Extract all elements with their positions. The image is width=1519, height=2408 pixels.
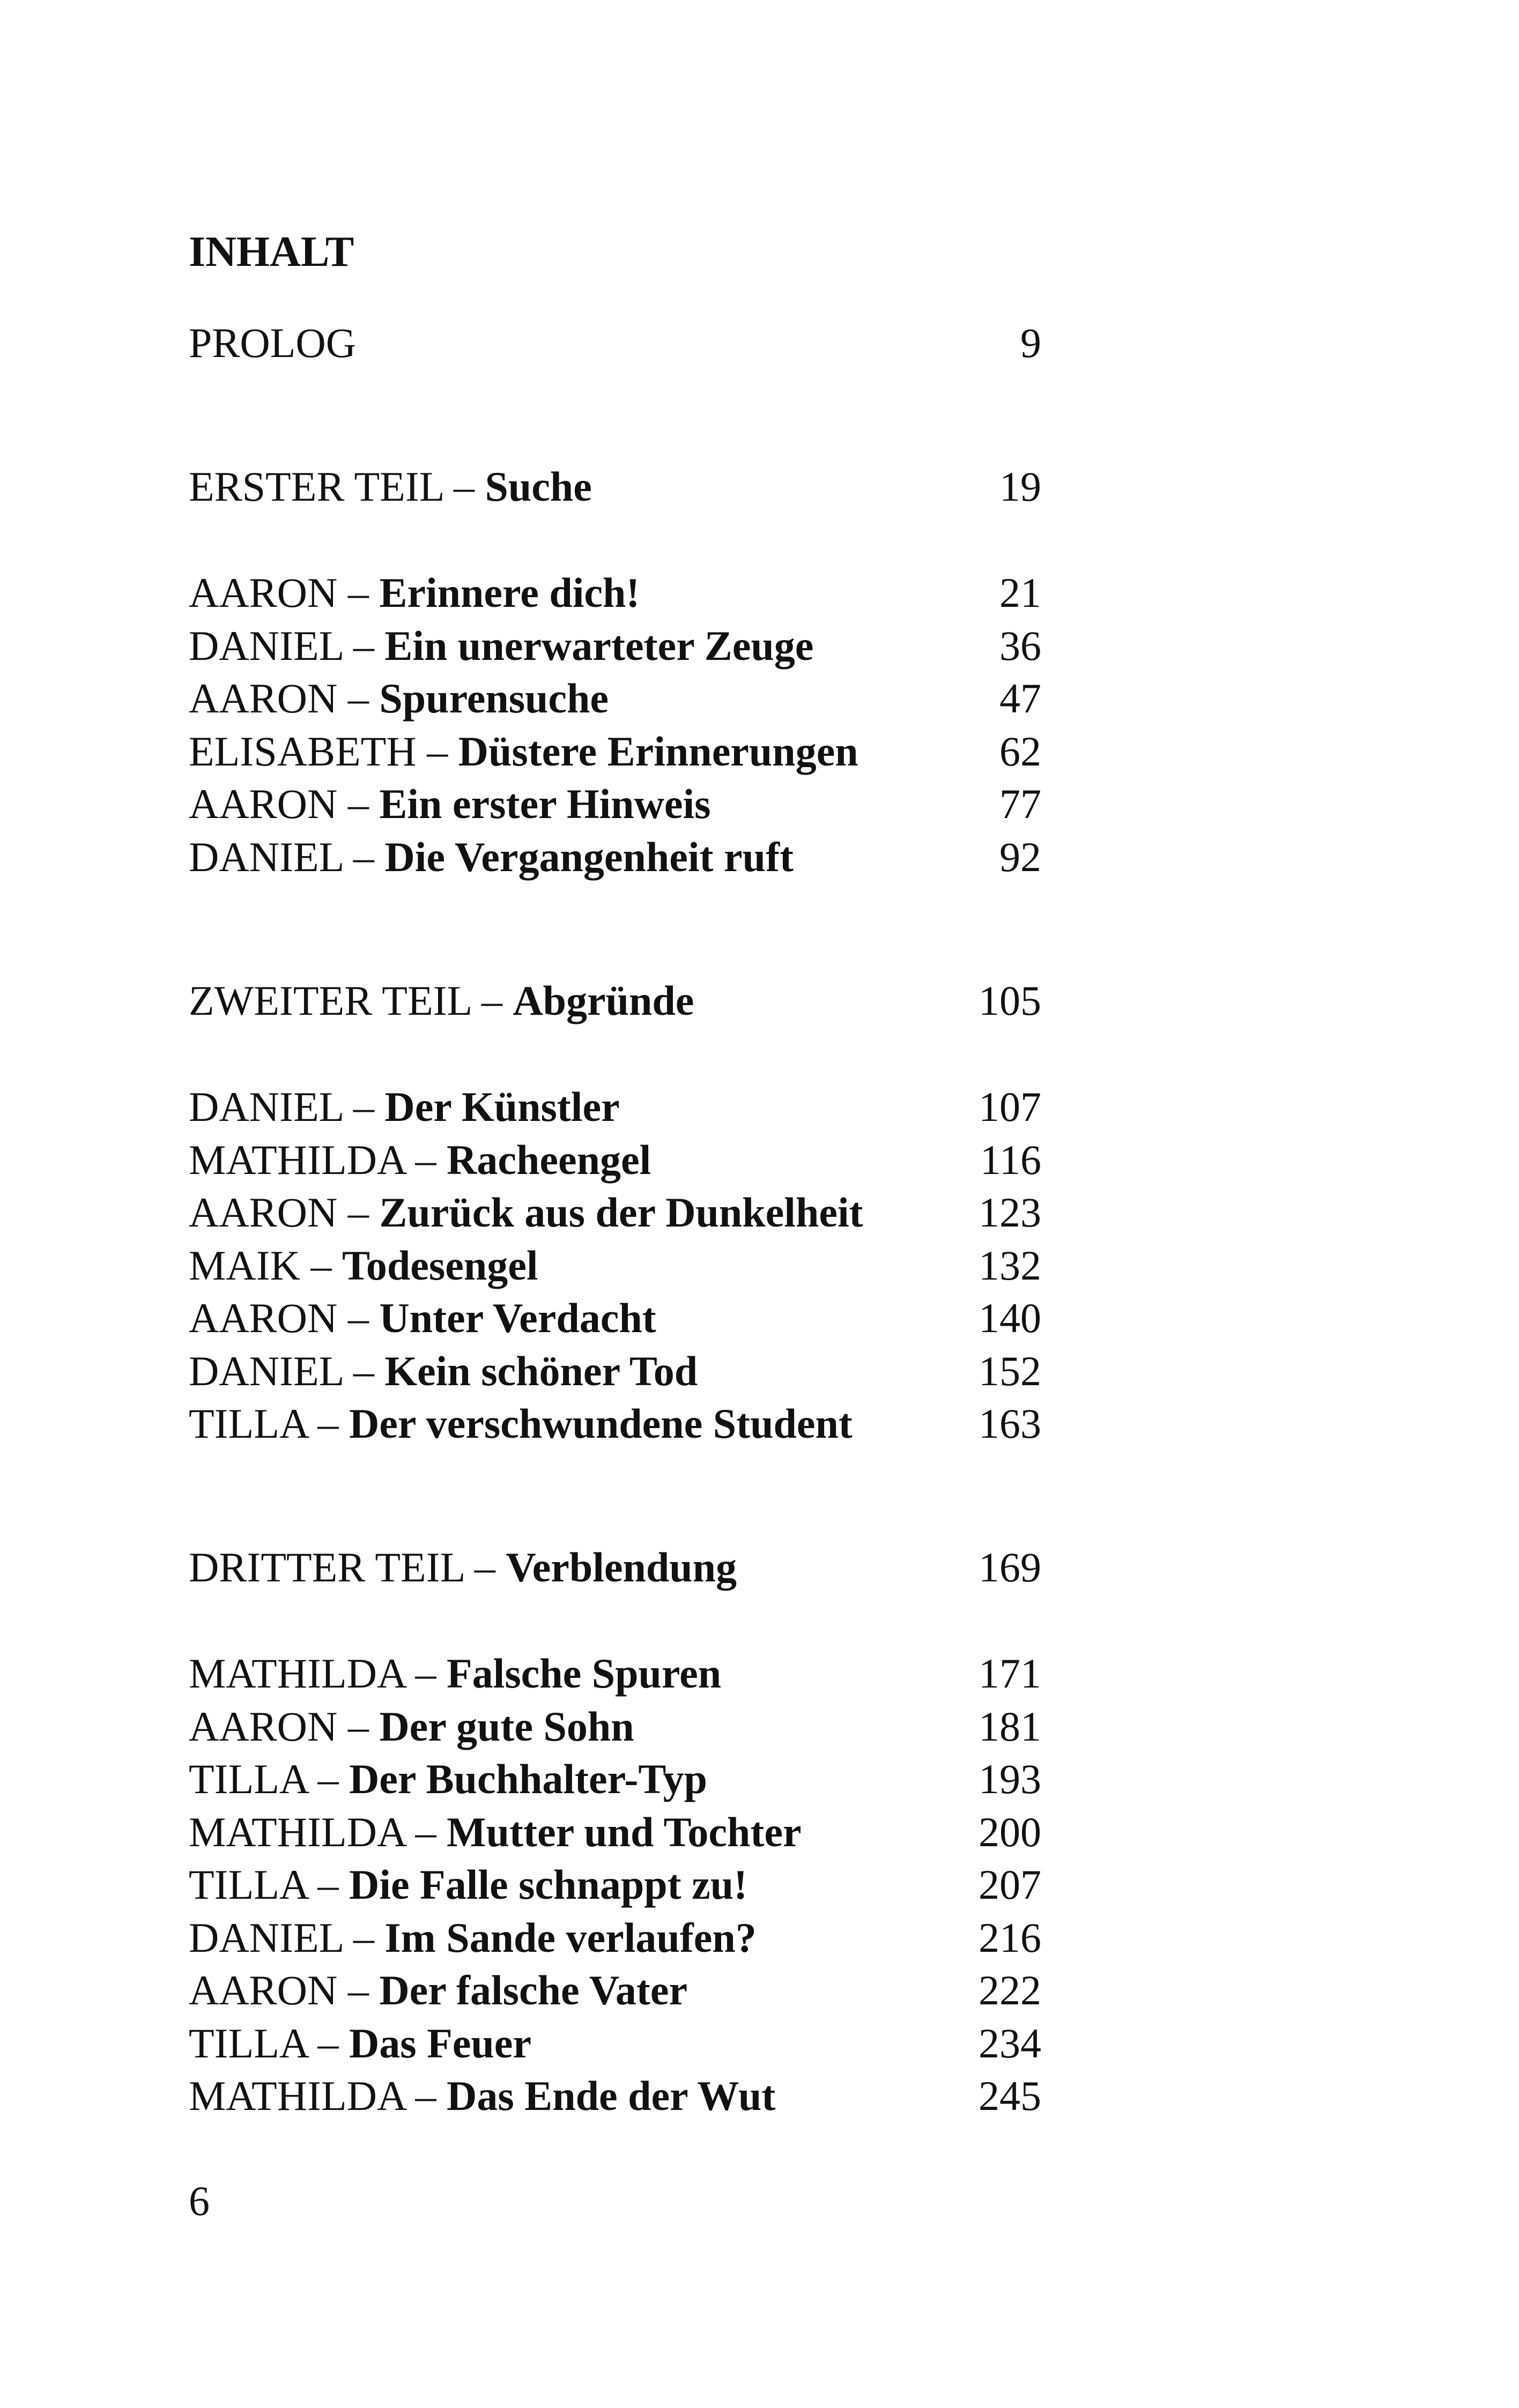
toc-entry-separator: – — [337, 569, 380, 616]
toc-entry-page: 140 — [979, 1295, 1041, 1341]
toc-entry-separator: – — [343, 1348, 385, 1394]
toc-entry-page: 107 — [979, 1083, 1041, 1130]
toc-entry-page: 132 — [979, 1242, 1041, 1289]
toc-entry-title: Der verschwundene Student — [349, 1400, 853, 1447]
toc-entry — [189, 1187, 1041, 1238]
toc-entry-label — [189, 2018, 531, 2069]
toc-entry-title: Düstere Erinnerungen — [458, 728, 858, 775]
toc-entry-name: MAIK — [189, 1242, 300, 1289]
toc-entry-title: Kein schöner Tod — [384, 1348, 698, 1394]
toc-entry-page: 47 — [999, 675, 1041, 722]
toc-entry-label — [189, 726, 858, 777]
toc-entry-name: TILLA — [189, 1861, 307, 1908]
toc-entry-name: DANIEL — [189, 834, 343, 880]
toc-entry-title: Mutter und Tochter — [447, 1809, 802, 1855]
toc-entry-page: 77 — [999, 781, 1041, 827]
toc-entry-separator: – — [307, 1400, 349, 1447]
toc-entry — [189, 1912, 1041, 1964]
toc-entry — [189, 1753, 1041, 1805]
toc-entry-label — [189, 1081, 620, 1133]
toc-entry-name: ERSTER TEIL — [189, 463, 443, 510]
toc-entry-separator: – — [300, 1242, 342, 1289]
toc-entry — [189, 726, 1041, 777]
toc-entry-name: PROLOG — [189, 319, 357, 366]
toc-entry-name: MATHILDA — [189, 1809, 405, 1855]
toc-entry-title: Erinnere dich! — [379, 569, 640, 616]
toc-entry-separator: – — [337, 1189, 380, 1236]
toc-entry-name: TILLA — [189, 1756, 307, 1802]
toc-entry-label — [189, 1187, 863, 1238]
toc-entry-page: 169 — [979, 1544, 1041, 1591]
toc-entry-name: ELISABETH — [189, 728, 417, 775]
toc-entry-separator: – — [443, 463, 485, 510]
toc-entry-title: Abgründe — [513, 977, 694, 1024]
toc-entry-page: 207 — [979, 1861, 1041, 1908]
toc-entry — [189, 1081, 1041, 1133]
toc-entry — [189, 1859, 1041, 1911]
toc-entry-label — [189, 1753, 707, 1805]
toc-entry — [189, 1701, 1041, 1752]
toc-entry-separator: – — [405, 1650, 447, 1697]
toc-entry-page: 21 — [999, 569, 1041, 616]
toc-entry-page: 245 — [979, 2072, 1041, 2119]
toc-entry-title: Ein erster Hinweis — [379, 781, 711, 827]
toc-entry-separator: – — [337, 675, 380, 722]
toc-entry-label — [189, 567, 640, 619]
toc-entry — [189, 673, 1041, 724]
toc-entry-label — [189, 1240, 538, 1291]
toc-entry-page: 234 — [979, 2020, 1041, 2067]
toc-entry-label — [189, 1965, 687, 2016]
toc-entry-title: Ein unerwarteter Zeuge — [384, 622, 814, 669]
toc-entry-label — [189, 1292, 656, 1344]
toc-entry-name: MATHILDA — [189, 1650, 405, 1697]
toc-entry-label — [189, 831, 794, 883]
toc-entry-separator: – — [464, 1544, 506, 1591]
toc-entry-title: Der Buchhalter-Typ — [349, 1756, 707, 1802]
toc-entry-separator: – — [337, 1703, 380, 1750]
toc-entry-label — [189, 975, 694, 1027]
toc-entry-separator: – — [307, 1756, 349, 1802]
toc-entry-title: Das Ende der Wut — [447, 2072, 776, 2119]
toc-entry-name: ZWEITER TEIL — [189, 977, 471, 1024]
toc-entry-separator: – — [416, 728, 458, 775]
toc-entry-page: 105 — [979, 977, 1041, 1024]
toc-entry-title: Das Feuer — [349, 2020, 532, 2067]
toc-entry-separator: – — [471, 977, 513, 1024]
toc-entry-name: AARON — [189, 675, 338, 722]
toc-entry-name: DRITTER TEIL — [189, 1544, 464, 1591]
toc-entry — [189, 778, 1041, 830]
toc-entry-page: 152 — [979, 1348, 1041, 1394]
toc-entry-name: TILLA — [189, 1400, 307, 1447]
toc-entry-label — [189, 461, 592, 512]
toc-entry-label — [189, 620, 813, 672]
toc-entry-page: 181 — [979, 1703, 1041, 1750]
toc-entry-name: AARON — [189, 569, 338, 616]
toc-entry-page: 62 — [999, 728, 1041, 775]
toc-entry — [189, 1807, 1041, 1858]
toc-entry-label — [189, 317, 356, 369]
toc-entry-page: 163 — [979, 1400, 1041, 1447]
toc-entry — [189, 2018, 1041, 2069]
toc-entry — [189, 1648, 1041, 1699]
toc-entry-title: Suche — [485, 463, 592, 510]
toc-entry-name: DANIEL — [189, 622, 343, 669]
toc-entry-page: 116 — [980, 1136, 1041, 1183]
toc-entry-label — [189, 673, 609, 724]
toc-entry-page: 222 — [979, 1967, 1041, 2013]
toc-entry-page: 123 — [979, 1189, 1041, 1236]
toc-entry — [189, 831, 1041, 883]
toc-entry-separator: – — [307, 1861, 349, 1908]
toc-entry-page: 200 — [979, 1809, 1041, 1855]
toc-entry-name: DANIEL — [189, 1914, 343, 1961]
toc-entry-title: Die Vergangenheit ruft — [384, 834, 794, 880]
toc-entry-page: 9 — [1020, 319, 1041, 366]
toc-entry-page: 19 — [999, 463, 1041, 510]
toc-entry-name: MATHILDA — [189, 1136, 405, 1183]
toc-entry-separator: – — [343, 622, 385, 669]
toc-entry-title: Der gute Sohn — [379, 1703, 634, 1750]
toc-entry-separator: – — [307, 2020, 349, 2067]
toc-entry-name: DANIEL — [189, 1348, 343, 1394]
toc-entry-separator: – — [337, 1295, 380, 1341]
toc-entry — [189, 1965, 1041, 2016]
toc-entry-separator: – — [337, 781, 380, 827]
toc-entry-label — [189, 1542, 737, 1593]
toc-entry-separator: – — [405, 1136, 447, 1183]
toc-entry-name: AARON — [189, 781, 338, 827]
toc-entry — [189, 461, 1041, 512]
toc-entry — [189, 567, 1041, 619]
toc-entry-page: 92 — [999, 834, 1041, 880]
toc-entry-separator: – — [405, 2072, 447, 2119]
toc-entry — [189, 1240, 1041, 1291]
toc-entry-label — [189, 1648, 721, 1699]
toc-entry-title: Verblendung — [506, 1544, 737, 1591]
page-number: 6 — [189, 2177, 210, 2224]
toc-entry-label — [189, 1398, 853, 1450]
toc-entry — [189, 2070, 1041, 2122]
toc-entry-label — [189, 1134, 651, 1186]
toc-entry-page: 171 — [979, 1650, 1041, 1697]
toc-entry-page: 193 — [979, 1756, 1041, 1802]
toc-entry-title: Falsche Spuren — [447, 1650, 722, 1697]
toc-entry-separator: – — [343, 1083, 385, 1130]
toc-entry-label — [189, 1701, 634, 1752]
toc-entry-title: Die Falle schnappt zu! — [349, 1861, 748, 1908]
toc-entry-title: Todesengel — [342, 1242, 538, 1289]
toc-entry-separator: – — [405, 1809, 447, 1855]
toc-entry-page: 36 — [999, 622, 1041, 669]
toc-entry — [189, 1292, 1041, 1344]
toc-entry-label — [189, 778, 711, 830]
toc-entry-name: AARON — [189, 1189, 338, 1236]
toc-entry-name: AARON — [189, 1703, 338, 1750]
toc-entry-title: Spurensuche — [379, 675, 609, 722]
toc-entry — [189, 1134, 1041, 1186]
toc-entry-title: Zurück aus der Dunkelheit — [379, 1189, 863, 1236]
toc-entry — [189, 1542, 1041, 1593]
toc-entry-title: Racheengel — [447, 1136, 651, 1183]
toc-entry-name: AARON — [189, 1295, 338, 1341]
toc-entry — [189, 1398, 1041, 1450]
toc-entry-label — [189, 1346, 698, 1397]
toc-entry-label — [189, 1807, 802, 1858]
toc-entry — [189, 620, 1041, 672]
toc-entry-label — [189, 1859, 747, 1911]
toc-entry — [189, 1346, 1041, 1397]
toc-entry-separator: – — [343, 1914, 385, 1961]
toc-entry — [189, 317, 1041, 369]
toc-entry-title: Der Künstler — [384, 1083, 620, 1130]
toc-entry-separator: – — [343, 834, 385, 880]
toc-entry-name: MATHILDA — [189, 2072, 405, 2119]
toc-entry-title: Im Sande verlaufen? — [384, 1914, 757, 1961]
toc-entry-name: AARON — [189, 1967, 338, 2013]
toc-entry-label — [189, 1912, 757, 1964]
toc-entry-name: DANIEL — [189, 1083, 343, 1130]
toc-entry-title: Der falsche Vater — [379, 1967, 688, 2013]
toc-entry — [189, 975, 1041, 1027]
toc-entry-title: Unter Verdacht — [379, 1295, 656, 1341]
page-title: INHALT — [189, 228, 354, 276]
toc-entry-label — [189, 2070, 775, 2122]
toc-entry-separator: – — [337, 1967, 380, 2013]
toc-entry-name: TILLA — [189, 2020, 307, 2067]
toc-entry-page: 216 — [979, 1914, 1041, 1961]
